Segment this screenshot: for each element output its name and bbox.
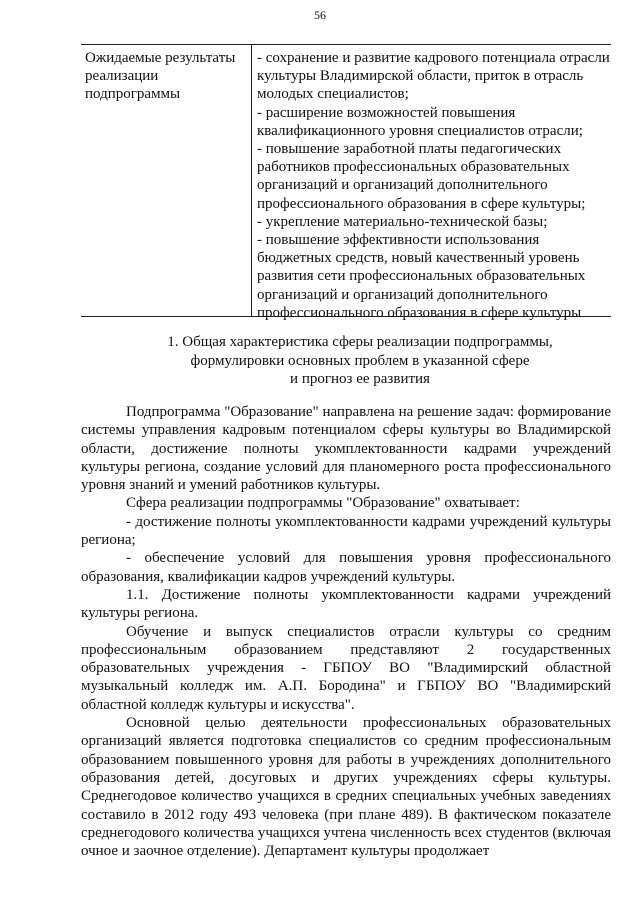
result-line: профессионального образования в сфере культуры; xyxy=(257,195,586,212)
expected-results-table xyxy=(81,44,611,321)
paragraph: Подпрограмма "Образование" направлена на решение задач: формирование системы управления кадровым потенциалом сферы культуры во Владимирской области, достижение полноты укомплектованности кадрами учреждений культуры региона, создание условий для планомерного роста профессионального уровня знаний и умений работников культуры. xyxy=(81,404,611,494)
result-line: развития сети профессиональных образовательных xyxy=(257,268,586,285)
result-line: организаций и организаций дополнительного xyxy=(257,177,548,194)
result-line: работников профессиональных образовательных xyxy=(257,159,570,176)
result-line: - расширение возможностей повышения xyxy=(257,104,516,121)
result-line: - повышение эффективности использования xyxy=(257,232,540,249)
result-line: квалификационного уровня специалистов отрасли; xyxy=(257,122,583,139)
paragraph: 1.1. Достижение полноты укомплектованности кадрами учреждений культуры региона. xyxy=(81,586,611,622)
result-line: - сохранение и развитие кадрового потенциала отрасли xyxy=(257,50,610,66)
table-label-cell: Ожидаемые результаты реализации подпрограммы xyxy=(85,50,236,103)
result-line: - укрепление материально-технической базы; xyxy=(257,213,548,230)
body-text xyxy=(81,403,611,860)
table-column-divider xyxy=(251,45,252,316)
table-value-cell xyxy=(257,49,609,322)
section-heading-line: и прогноз ее развития xyxy=(290,371,430,387)
paragraph: - достижение полноты укомплектованности кадрами учреждений культуры региона; xyxy=(81,513,611,549)
result-line: профессионального образования в сфере культуры xyxy=(257,304,582,321)
section-heading xyxy=(150,333,570,389)
result-line: бюджетных средств, новый качественный уровень xyxy=(257,250,580,267)
section-heading-line: 1. Общая характеристика сферы реализации подпрограммы, xyxy=(167,334,553,350)
section-heading-line: формулировки основных проблем в указанной сфере xyxy=(190,352,530,369)
result-line: молодых специалистов; xyxy=(257,86,409,103)
page-number: 56 xyxy=(314,8,326,22)
result-line: организаций и организаций дополнительного xyxy=(257,286,548,303)
paragraph: Сфера реализации подпрограммы "Образование" охватывает: xyxy=(126,495,520,512)
paragraph: - обеспечение условий для повышения уровня профессионального образования, квалификации кадров учреждений культуры. xyxy=(81,550,611,585)
result-line: культуры Владимирской области, приток в отрасль xyxy=(257,68,584,85)
result-line: - повышение заработной платы педагогических xyxy=(257,141,562,158)
paragraph: Обучение и выпуск специалистов отрасли культуры со средним профессиональным образованием представляют 2 государственных образовательных учреждения - ГБПОУ ВО "Владимирский областной музыкальный колледж им. А.П. Бородина" и ГБПОУ ВО "Владимирский областной колледж культуры и искусства". xyxy=(81,623,611,713)
paragraph: Основной целью деятельности профессиональных образовательных организаций является подготовка специалистов со средним профессиональным образованием повышенного уровня для работы в учреждениях дополнительного образования детей, досуговых и других учреждениях сферы культуры. Среднегодовое количество учащихся в средних специальных учебных заведениях составило в 2012 году 493 человека (при плане 489). В фактическом показателе среднегодового количества учащихся учтена численность всех студентов (включая очное и заочное отделение). Департамент культуры продолжает xyxy=(81,715,612,860)
